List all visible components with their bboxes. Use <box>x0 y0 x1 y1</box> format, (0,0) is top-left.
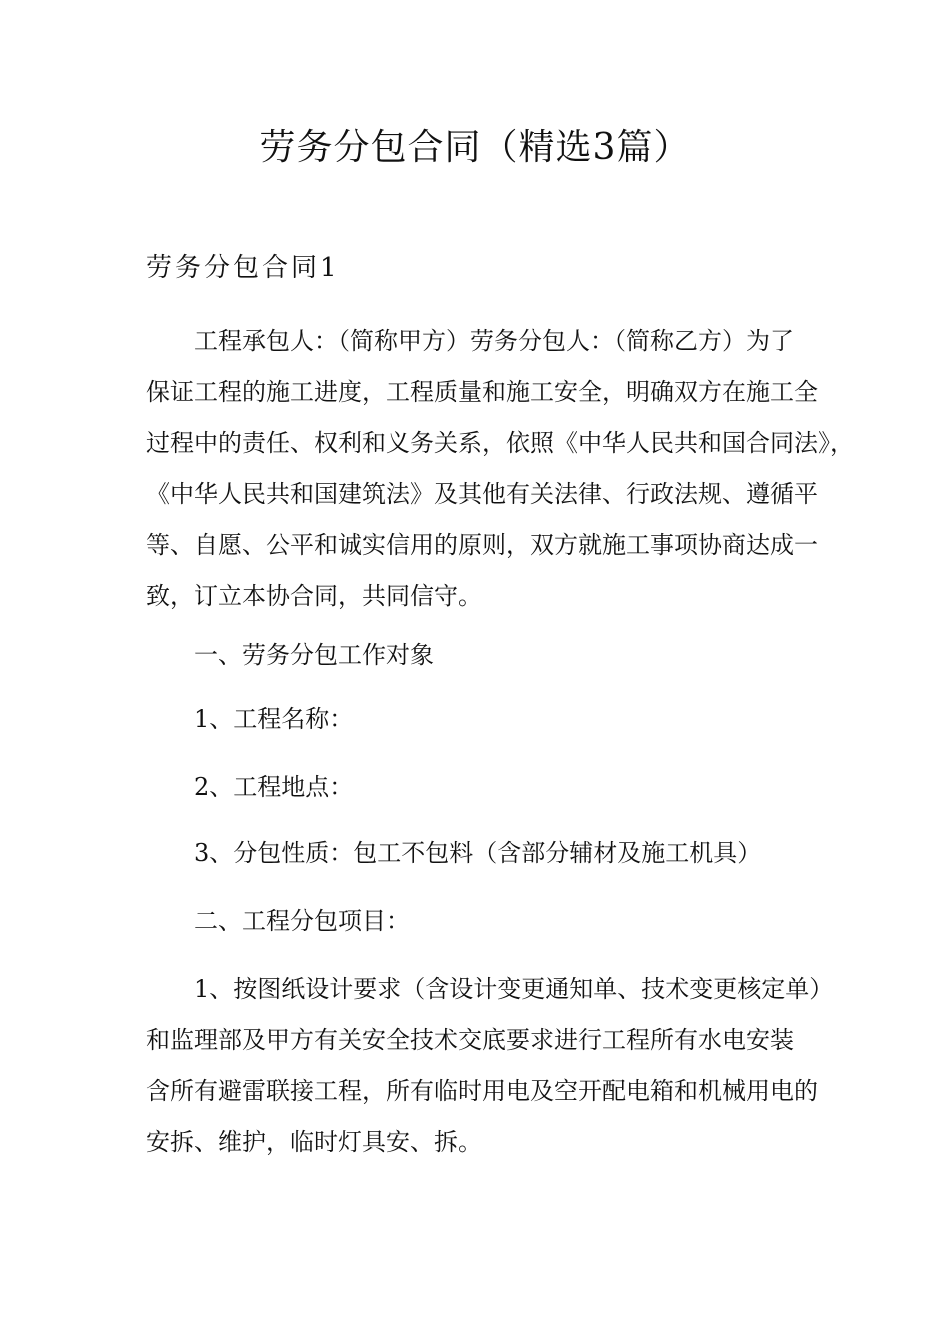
intro-paragraph <box>146 316 854 622</box>
clause-line-3: 含所有避雷联接工程，所有临时用电及空开配电箱和机械用电的 <box>146 1077 818 1105</box>
intro-line-2: 保证工程的施工进度，工程质量和施工安全，明确双方在施工全 <box>146 378 818 406</box>
clause-line-4: 安拆、维护，临时灯具安、拆。 <box>146 1128 482 1156</box>
clause-heading-subcontract-items: 二、工程分包项目： <box>194 907 410 935</box>
clause-line-1: 1、按图纸设计要求（含设计变更通知单、技术变更核定单） <box>194 975 834 1003</box>
clause-project-location: 2、工程地点： <box>194 773 354 801</box>
intro-line-6: 致，订立本协合同，共同信守。 <box>146 582 482 610</box>
document-title: 劳务分包合同（精选3篇） <box>259 127 691 168</box>
clause-subcontract-nature: 3、分包性质：包工不包料（含部分辅材及施工机具） <box>194 839 762 867</box>
clause-project-name: 1、工程名称： <box>194 705 354 733</box>
clause-heading-work-object: 一、劳务分包工作对象 <box>194 641 434 669</box>
section-heading: 劳务分包合同1 <box>146 253 340 283</box>
clause-paragraph-1 <box>146 964 834 1168</box>
intro-line-4: 《中华人民共和国建筑法》及其他有关法律、行政法规、遵循平 <box>146 480 818 508</box>
intro-line-3: 过程中的责任、权利和义务关系，依照《中华人民共和国合同法》， <box>146 429 854 457</box>
clause-line-2: 和监理部及甲方有关安全技术交底要求进行工程所有水电安装 <box>146 1026 794 1054</box>
intro-line-1: 工程承包人：（简称甲方）劳务分包人：（简称乙方）为了 <box>194 327 794 355</box>
intro-line-5: 等、自愿、公平和诚实信用的原则，双方就施工事项协商达成一 <box>146 531 818 559</box>
